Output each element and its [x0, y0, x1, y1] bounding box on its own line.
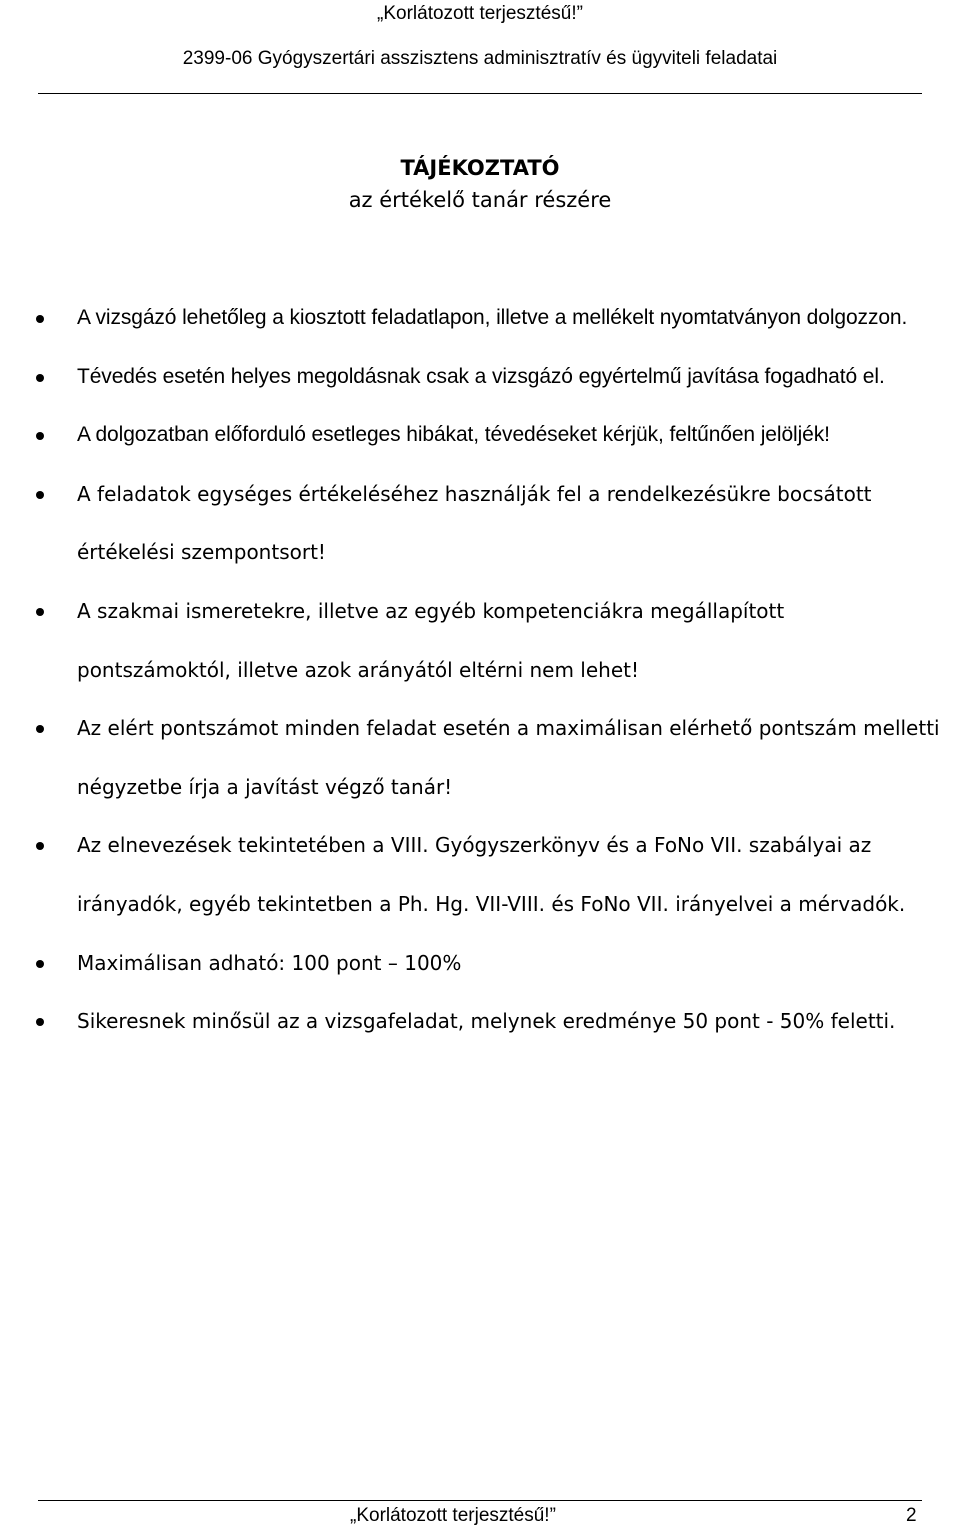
list-item	[0, 992, 960, 1051]
list-item-text: A feladatok egységes értékeléséhez használják fel a rendelkezésükre bocsátott értékelési szempontsort!	[77, 481, 872, 565]
list-item-text: A vizsgázó lehetőleg a kiosztott feladatlapon, illetve a mellékelt nyomtatványon dolgozzon.	[77, 306, 908, 329]
bullet-icon	[36, 374, 44, 382]
list-item-text: Tévedés esetén helyes megoldásnak csak a vizsgázó egyértelmű javítása fogadható el.	[77, 364, 885, 388]
list-item	[0, 348, 960, 407]
list-item-text: A szakmai ismeretekre, illetve az egyéb kompetenciákra megállapított pontszámoktól, illetve azok arányától eltérni nem lehet!	[77, 598, 785, 682]
list-item	[0, 699, 960, 816]
list-item-text: Az elnevezések tekintetében a VIII. Gyógyszerkönyv és a FoNo VII. szabályai az irányadók, egyéb tekintetben a Ph. Hg. VII-VIII. és FoNo VII. irányelvei a mérvadók.	[77, 833, 906, 916]
bullet-icon	[36, 960, 44, 968]
document-title-block	[0, 152, 960, 216]
bullet-icon	[36, 1018, 44, 1026]
list-item	[0, 289, 960, 348]
bullet-icon	[36, 725, 44, 733]
list-item	[0, 582, 960, 699]
list-item	[0, 816, 960, 933]
bullet-icon	[36, 491, 44, 499]
list-item-text: Maximálisan adható: 100 pont – 100%	[77, 950, 462, 975]
footer-restriction-notice: „Korlátozott terjesztésű!”	[350, 1505, 556, 1526]
instruction-list	[0, 289, 960, 1051]
header-module-title: 2399-06 Gyógyszertári asszisztens adminisztratív és ügyviteli feladatai	[182, 48, 778, 69]
bullet-icon	[36, 842, 44, 850]
list-item	[0, 934, 960, 993]
document-subtitle: az értékelő tanár részére	[348, 188, 612, 212]
header-divider	[38, 93, 922, 94]
list-item-text: Sikeresnek minősül az a vizsgafeladat, melynek eredménye 50 pont - 50% feletti.	[77, 1009, 896, 1034]
bullet-icon	[36, 608, 44, 616]
bullet-icon	[36, 315, 44, 323]
footer-divider	[38, 1500, 922, 1501]
header-restriction-notice: „Korlátozott terjesztésű!”	[377, 3, 583, 24]
page-number: 2	[906, 1505, 917, 1526]
list-item-text: Az elért pontszámot minden feladat esetén a maximálisan elérhető pontszám melletti négyzetbe írja a javítást végző tanár!	[77, 716, 940, 799]
document-title: TÁJÉKOZTATÓ	[400, 156, 560, 180]
list-item-text: A dolgozatban előforduló esetleges hibákat, tévedéseket kérjük, feltűnően jelöljék!	[77, 423, 830, 447]
list-item	[0, 406, 960, 465]
bullet-icon	[36, 432, 44, 440]
list-item	[0, 465, 960, 582]
